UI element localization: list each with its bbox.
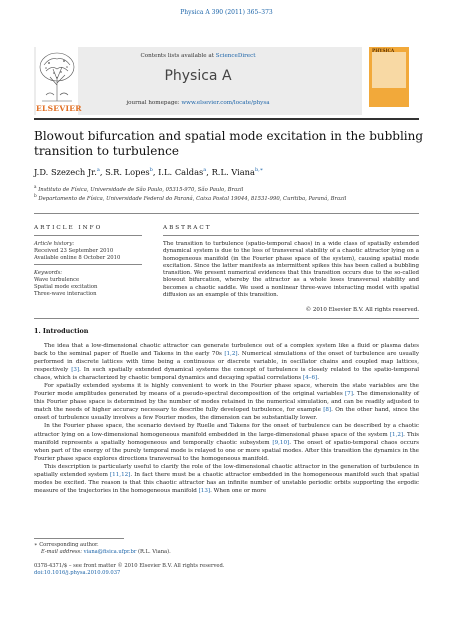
- citation-link[interactable]: [4–6]: [302, 375, 318, 382]
- body-paragraph: [34, 382, 419, 422]
- affiliation-mark: b: [34, 193, 37, 198]
- journal-title: Physica A: [164, 68, 232, 84]
- footnote-rule: [34, 538, 124, 539]
- author-list: J.D. Szezech Jr.$^a$, S.R. Lopes$^b$, I.L. Caldas$^a$, R.L. Viana$^{b,∗}$: [34, 167, 264, 177]
- header-rule: [34, 118, 419, 120]
- keyword: Three-wave interaction: [34, 291, 97, 297]
- issn-line: 0378-4371/$ – see front matter © 2010 Elsevier B.V. All rights reserved.: [34, 563, 225, 569]
- affiliation-text: Departamento de Física, Universidade Federal do Paraná, Caixa Postal 19044, 81531-990, Curitiba, Paraná, Brazil: [38, 195, 347, 202]
- online-date: Available online 8 October 2010: [34, 255, 121, 261]
- author-affil-mark[interactable]: b: [149, 167, 153, 174]
- article-title: Blowout bifurcation and spatial mode excitation in the bubbling transition to turbulence: [34, 129, 424, 158]
- body-text-run: This description is particularly useful to clarify the role of the low-dimensional chaotic attractor in the generation of turbulence in spatially extended system: [34, 463, 419, 478]
- abstract-copyright: © 2010 Elsevier B.V. All rights reserved.: [305, 307, 419, 313]
- divider: [34, 264, 142, 265]
- body-text-run: . The onset of spatio-temporal chaos occurs when part of the energy of the purely temporal mode is relayed to one or more spatial modes. After this transition the dynamics in the Fourier phase space explores directions transversal to the homogeneous manifold.: [34, 439, 419, 462]
- contents-line: [34, 53, 362, 59]
- body-paragraph: [34, 422, 419, 462]
- affiliation-mark: a: [34, 184, 37, 189]
- body-text-run: . On the other hand, since the onset of turbulence usually involves a few Fourier modes, the dimension can be substantially lower.: [34, 407, 420, 422]
- homepage-line: [34, 100, 362, 106]
- keywords-label: Keywords:: [34, 270, 63, 276]
- abstract-heading: ABSTRACT: [163, 225, 212, 231]
- citation-link[interactable]: [11,12]: [109, 471, 131, 478]
- body-text-run: For spatially extended systems it is highly convenient to work in the Fourier phase space, wherein the state variables are the Fourier mode amplitudes generated by means of a pseudo-spectral decomposition of the original variables: [34, 383, 419, 398]
- author: R.L. Viana: [211, 167, 255, 177]
- author: J.D. Szezech Jr.: [34, 167, 97, 177]
- citation-link[interactable]: [9,10]: [272, 439, 290, 446]
- body-paragraph: [34, 342, 419, 382]
- contents-prefix: Contents lists available at: [140, 53, 216, 59]
- publication-info: [34, 563, 419, 577]
- citation-link[interactable]: [8]: [323, 407, 332, 414]
- body-paragraph: [34, 463, 419, 495]
- article-info-heading: ARTICLE INFO: [34, 225, 103, 231]
- introduction-body: [34, 342, 419, 495]
- body-text-run: . In such spatially extended dynamical systems the concept of turbulence is closely related to the spatio-temporal chaos, which is characterized by chaotic temporal dynamics and decaying spatial correlations: [34, 367, 419, 382]
- doi-link[interactable]: doi:10.1016/j.physa.2010.09.037: [34, 570, 121, 576]
- affiliation: [34, 184, 424, 193]
- received-date: Received 23 September 2010: [34, 248, 114, 254]
- section-heading: 1. Introduction: [34, 327, 89, 335]
- running-head: Physica A 390 (2011) 365–373: [180, 9, 273, 16]
- journal-homepage-link[interactable]: www.elsevier.com/locate/physa: [181, 100, 270, 106]
- body-text-run: . The dimensionality of this Fourier phase space is determined by the number of modes retained in the numerical simulation, and can be readily adjusted to match the needs of higher accuracy necessary to describe fully developed turbulence, for example: [34, 391, 420, 414]
- footnote-star: ∗: [34, 542, 38, 548]
- citation-link[interactable]: [1,2]: [224, 351, 238, 358]
- email-suffix: (R.L. Viana).: [136, 549, 171, 555]
- body-text-run: The idea that a low-dimensional chaotic attractor can generate turbulence out of a complex system like a fluid or plasma dates back to the seminal paper of Ruelle and Takens in the early 70s: [34, 343, 419, 358]
- elsevier-tree-icon: [36, 47, 78, 103]
- citation-link[interactable]: [3]: [71, 367, 80, 374]
- citation-link[interactable]: [7]: [344, 391, 353, 398]
- journal-banner: [34, 47, 362, 115]
- author: I.L. Caldas: [158, 167, 204, 177]
- author-affil-mark[interactable]: b,∗: [254, 167, 264, 174]
- cover-label: PHYSICA: [372, 49, 395, 54]
- journal-cover-panel: [372, 52, 406, 88]
- affiliation-text: Instituto de Física, Universidade de São Paulo, 05315-970, São Paulo, Brazil: [38, 186, 244, 193]
- body-text-run: . This manifold represents a spatially homogeneous and temporally chaotic subsystem: [34, 431, 419, 446]
- sciencedirect-link[interactable]: ScienceDirect: [215, 53, 256, 59]
- body-text-run: .: [317, 375, 319, 382]
- footnote: [34, 542, 419, 556]
- body-text-run: In the Fourier phase space, the scenario devised by Ruelle and Takens for the onset of turbulence can be described by a chaotic attractor lying on a low-dimensional homogeneous manifold embedded in the large-dimensional phase space of the system: [34, 423, 419, 438]
- keyword: Spatial mode excitation: [34, 284, 98, 290]
- author: S.R. Lopes: [105, 167, 150, 177]
- publisher-name: ELSEVIER: [36, 104, 82, 113]
- corresponding-author-note: [34, 542, 419, 549]
- divider: [34, 235, 142, 236]
- divider: [163, 235, 419, 236]
- citation-link[interactable]: [13]: [198, 487, 211, 494]
- body-text-run: . When one or more: [210, 487, 267, 494]
- article-history: [34, 241, 134, 262]
- divider: [34, 213, 419, 214]
- divider: [34, 318, 419, 319]
- keyword: Wave turbulence: [34, 277, 80, 283]
- keywords-block: [34, 270, 134, 298]
- email-line: [34, 549, 419, 556]
- author-affil-mark[interactable]: a: [96, 167, 100, 174]
- author-affil-mark[interactable]: a: [203, 167, 207, 174]
- homepage-prefix: journal homepage:: [126, 100, 182, 106]
- history-label: Article history:: [34, 241, 75, 247]
- citation-link[interactable]: [1,2]: [389, 431, 404, 438]
- corresponding-author-text: Corresponding author.: [39, 542, 99, 548]
- affiliation: [34, 193, 424, 202]
- email-label: E-mail address:: [41, 549, 82, 555]
- abstract-text: The transition to turbulence (spatio-temporal chaos) in a wide class of spatially extended dynamical system is due to the loss of transversal stability of a chaotic attractor lying on a homogeneous manifold (in the Fourier phase space of the system), causing spatial mode excitation. Since the latter manifests as intermittent spikes this has been called a bubbling transition. We present numerical evidences that this transition occurs due to the so-called blowout bifurcation, whereby the attractor as a whole loses transversal stability and becomes a chaotic saddle. We used a nonlinear three-wave interacting model with spatial diffusion as an example of this transition.: [163, 241, 419, 298]
- body-text-run: . Numerical simulations of the onset of turbulence are usually performed in discrete lattices with time being a continuous or discrete variable, in oscillator chains and coupled map lattices, respectively: [34, 351, 419, 374]
- body-text-run: . In fact there must be a chaotic attractor embedded in the homogeneous manifold such that spatial modes be excited. The reason is that this chaotic attractor has an infinite number of unstable periodic orbits supporting the ergodic measure of the trajectories in the homogeneous manifold: [34, 471, 420, 494]
- author-email-link[interactable]: viana@fisica.ufpr.br: [83, 549, 137, 555]
